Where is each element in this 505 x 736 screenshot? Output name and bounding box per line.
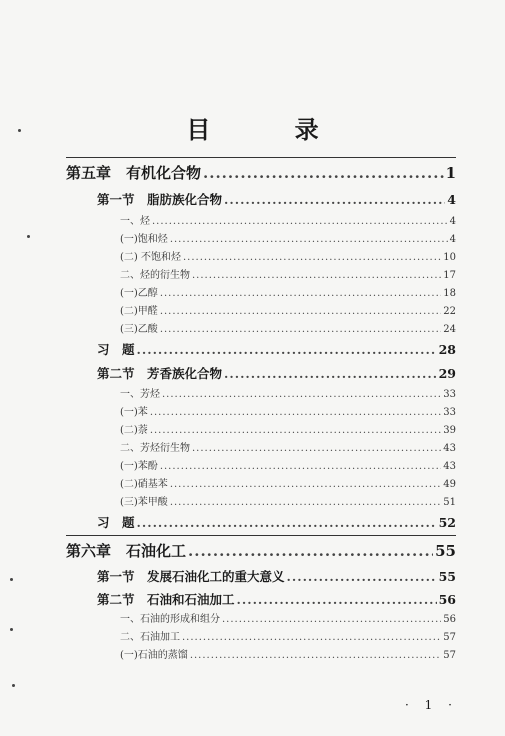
toc-item-entry[interactable] (120, 610, 456, 625)
dot-leader (170, 479, 441, 490)
toc-entry-page: 52 (438, 515, 456, 530)
scan-speck (18, 129, 21, 132)
dot-leader (188, 542, 433, 560)
divider (66, 535, 456, 536)
page-title: 目 录 (186, 115, 357, 144)
toc-entry-page: 10 (443, 252, 456, 263)
dot-leader (137, 342, 437, 357)
toc-entry-label: 二、石油加工 (120, 632, 180, 643)
toc-entry-label: 二、烃的衍生物 (120, 270, 190, 281)
dot-leader (150, 407, 441, 418)
toc-item-entry[interactable] (120, 230, 456, 245)
toc-entry-page: 39 (443, 425, 456, 436)
scan-speck (10, 628, 13, 631)
toc-entry-page: 29 (438, 366, 456, 381)
toc-entry-page: 28 (438, 342, 456, 357)
toc-entry-page: 43 (443, 461, 456, 472)
toc-entry-label: (二)甲醛 (120, 306, 158, 317)
toc-entry-label: (三)乙酸 (120, 324, 158, 335)
toc-section-entry[interactable] (97, 340, 456, 358)
toc-entry-page: 56 (438, 592, 456, 607)
toc-entry-label: (一)饱和烃 (120, 234, 168, 245)
toc-entry-page: 4 (449, 216, 456, 227)
scan-speck (27, 235, 30, 238)
toc-entry-label: 习 题 (97, 515, 135, 530)
toc-chapter-entry[interactable] (66, 162, 456, 183)
dot-leader (162, 389, 441, 400)
toc-entry-label: 第一节 发展石油化工的重大意义 (97, 569, 285, 584)
toc-entry-label: (一)苯酚 (120, 461, 158, 472)
toc-entry-label: 一、烃 (120, 216, 150, 227)
toc-item-entry[interactable] (120, 284, 456, 299)
dot-leader (190, 650, 441, 661)
toc-entry-label: 一、石油的形成和组分 (120, 614, 220, 625)
toc-entry-page: 51 (443, 497, 456, 508)
toc-entry-label: (一)石油的蒸馏 (120, 650, 188, 661)
toc-section-entry[interactable] (97, 567, 456, 585)
toc-entry-page: 4 (447, 192, 456, 207)
toc-entry-page: 57 (443, 632, 456, 643)
toc-item-entry[interactable] (120, 403, 456, 418)
dot-leader (170, 497, 441, 508)
scan-speck (10, 578, 13, 581)
dot-leader (287, 569, 437, 584)
toc-entry-page: 17 (443, 270, 456, 281)
toc-section-entry[interactable] (97, 513, 456, 531)
toc-item-entry[interactable] (120, 493, 456, 508)
toc-item-entry[interactable] (120, 248, 456, 263)
toc-entry-label: 一、芳烃 (120, 389, 160, 400)
toc-entry-label: (三)苯甲酸 (120, 497, 168, 508)
dot-leader (150, 425, 441, 436)
dot-leader (160, 306, 441, 317)
toc-entry-label: 第二节 石油和石油加工 (97, 592, 235, 607)
toc-item-entry[interactable] (120, 320, 456, 335)
divider (66, 157, 456, 158)
dot-leader (160, 461, 441, 472)
toc-chapter-entry[interactable] (66, 540, 456, 561)
toc-entry-page: 49 (443, 479, 456, 490)
dot-leader (224, 192, 445, 207)
toc-item-entry[interactable] (120, 302, 456, 317)
toc-entry-label: 第六章 石油化工 (66, 542, 187, 560)
toc-entry-page: 24 (443, 324, 456, 335)
toc-item-entry[interactable] (120, 266, 456, 281)
toc-item-entry[interactable] (120, 421, 456, 436)
page-number: · 1 · (405, 698, 458, 712)
toc-item-entry[interactable] (120, 212, 456, 227)
toc-entry-page: 33 (443, 389, 456, 400)
toc-entry-page: 22 (443, 306, 456, 317)
toc-entry-page: 56 (443, 614, 456, 625)
toc-item-entry[interactable] (120, 457, 456, 472)
toc-item-entry[interactable] (120, 385, 456, 400)
toc-item-entry[interactable] (120, 475, 456, 490)
dot-leader (222, 614, 441, 625)
toc-entry-label: 第二节 芳香族化合物 (97, 366, 223, 381)
toc-entry-label: (一)苯 (120, 407, 148, 418)
toc-entry-label: (二) 不饱和烃 (120, 252, 181, 263)
dot-leader (182, 632, 441, 643)
dot-leader (137, 515, 437, 530)
toc-section-entry[interactable] (97, 364, 456, 382)
dot-leader (192, 443, 441, 454)
toc-item-entry[interactable] (120, 646, 456, 661)
toc-section-entry[interactable] (97, 590, 456, 608)
scan-speck (12, 684, 15, 687)
toc-entry-label: (一)乙醇 (120, 288, 158, 299)
dot-leader (152, 216, 448, 227)
toc-entry-page: 43 (443, 443, 456, 454)
dot-leader (160, 324, 441, 335)
toc-section-entry[interactable] (97, 190, 456, 208)
dot-leader (192, 270, 441, 281)
toc-entry-label: 习 题 (97, 342, 135, 357)
toc-item-entry[interactable] (120, 628, 456, 643)
toc-entry-page: 55 (438, 569, 456, 584)
toc-entry-label: 第一节 脂肪族化合物 (97, 192, 223, 207)
toc-entry-page: 57 (443, 650, 456, 661)
toc-entry-page: 55 (435, 542, 456, 560)
toc-entry-label: (二)硝基苯 (120, 479, 168, 490)
dot-leader (170, 234, 448, 245)
dot-leader (183, 252, 441, 263)
dot-leader (203, 164, 444, 182)
toc-entry-page: 4 (449, 234, 456, 245)
toc-entry-label: (二)萘 (120, 425, 148, 436)
toc-entry-label: 第五章 有机化合物 (66, 164, 202, 182)
dot-leader (224, 366, 437, 381)
toc-entry-page: 18 (443, 288, 456, 299)
toc-item-entry[interactable] (120, 439, 456, 454)
dot-leader (160, 288, 441, 299)
toc-entry-label: 二、芳烃衍生物 (120, 443, 190, 454)
toc-entry-page: 33 (443, 407, 456, 418)
dot-leader (237, 592, 437, 607)
toc-entry-page: 1 (445, 164, 456, 182)
